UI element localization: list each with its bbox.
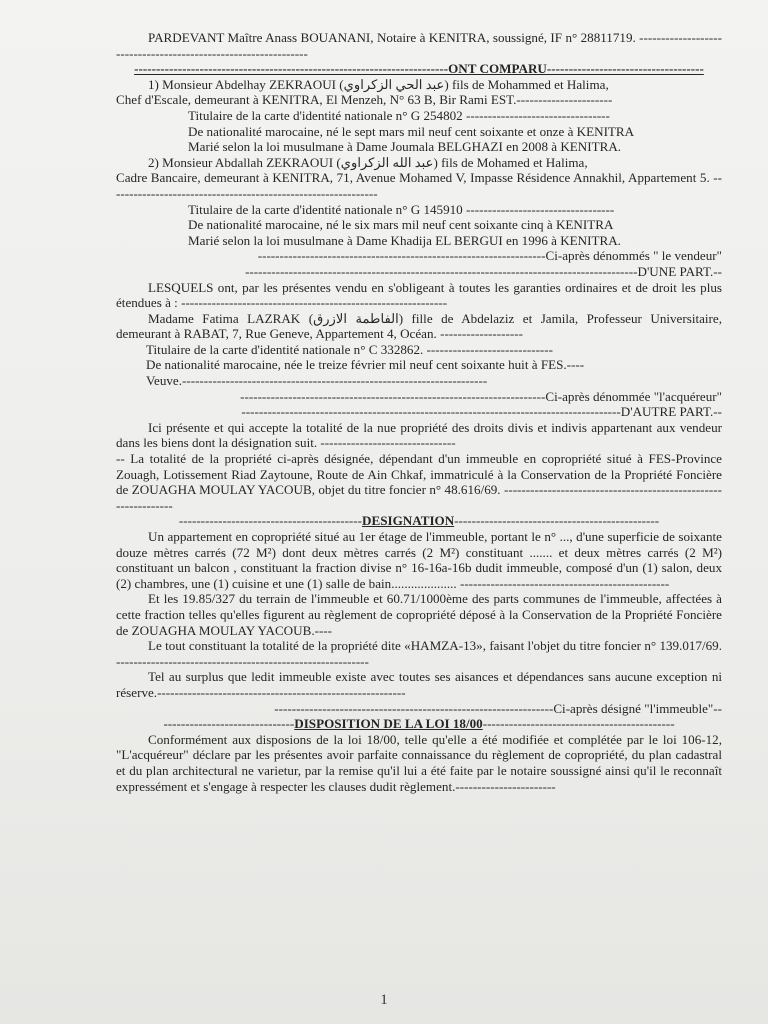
seller-2-marriage: Marié selon la loi musulmane à Dame Khadija EL BERGUI en 1996 à KENITRA. <box>188 232 621 248</box>
title-paragraph: Le tout constituant la totalité de la propriété dite «HAMZA-13», faisant l'objet du titre foncier n° 139.017/69. ---------------------------------------------------------- <box>116 638 722 669</box>
property-paragraph: -- La totalité de la propriété ci-après désignée, dépendant d'un immeuble en copropriété situé à FES-Province Zouagh, Lotissement Riad Zaytoune, Route de Ain Chkaf, immatriculé à la Conservation de la Propriété Foncière de ZOUAGHA MOULAY YACOUB, objet du titre foncier n° 48.616/69. --------------------------------------------------------------- <box>116 451 722 513</box>
lesquels-paragraph: LESQUELS ont, par les présentes vendu en s'obligeant à toutes les garanties ordinaires et de droit les plus étendues à : ------------------------------------------------------------- <box>116 279 722 311</box>
seller-2-address: Cadre Bancaire, demeurant à KENITRA, 71, Avenue Mohamed V, Impasse Résidence Annakhil, Appartement 5. -------------------------------------------------------------- <box>116 170 722 201</box>
immeuble-label: ----------------------------------------------------------------Ci-après désigné "l'immeuble"-- <box>274 700 722 716</box>
apartment-paragraph: Un appartement en copropriété situé au 1er étage de l'immeuble, portant le n° ..., d'une superficie de soixante douze mètres carrés (72 M²) dont deux mètres carrés (2 M²) constituant ....... et deux mètres carrés (2 M²) constituant un balcon , constituant la fraction divise n° 16-16a-16b dudit immeuble, composé d'un (1) salon, deux (2) chambres, une (1) cuisine et une (1) salle de bain.................... ------------------------------------------------ <box>116 529 722 591</box>
seller-1-address: Chef d'Escale, demeurant à KENITRA, El Menzeh, N° 63 B, Bir Rami EST.---------------------- <box>116 92 613 108</box>
seller-2-identity: 2) Monsieur Abdallah ZEKRAOUI (عبد الله الزكراوي) fils de Mohamed et Halima, <box>148 154 588 170</box>
disposition-heading-line: ------------------------------DISPOSITION DE LA LOI 18/00-------------------------------------------- <box>163 716 675 732</box>
deed-text <box>116 30 722 794</box>
vendeur-label: ------------------------------------------------------------------Ci-après dénommés " le vendeur" <box>257 248 722 264</box>
seller-1-id-card: Titulaire de la carte d'identité nationale n° G 254802 --------------------------------- <box>188 107 610 123</box>
autre-part-label: ---------------------------------------------------------------------------------------D'AUTRE PART.-- <box>241 404 722 420</box>
seller-2-birth: De nationalité marocaine, né le six mars mil neuf cent soixante cinq à KENITRA <box>188 217 614 233</box>
designation-heading: DESIGNATION <box>362 513 455 529</box>
shares-paragraph: Et les 19.85/327 du terrain de l'immeuble et 60.71/1000ème des parts communes de l'immeuble, affectées à cette fraction telles qu'elles figurent au règlement de copropriété déposé à la Conservation de la Propriété Foncière de ZOUAGHA MOULAY YACOUB.---- <box>116 591 722 638</box>
disposition-heading: DISPOSITION DE LA LOI 18/00 <box>294 716 483 732</box>
seller-1-marriage: Marié selon la loi musulmane à Dame Joumala BELGHAZI en 2008 à KENITRA. <box>188 139 622 155</box>
buyer-identity: Madame Fatima LAZRAK (الفاطمة الازرق) fille de Abdelaziz et Jamila, Professeur Universitaire, demeurant à RABAT, 7, Rue Geneve, Appartement 4, Océan. ------------------- <box>116 310 722 342</box>
buyer-status: Veuve.---------------------------------------------------------------------- <box>146 373 488 389</box>
une-part-label: ------------------------------------------------------------------------------------------D'UNE PART.-- <box>245 263 722 279</box>
designation-heading-line: ------------------------------------------DESIGNATION----------------------------------------------- <box>178 513 660 529</box>
seller-2-id-card: Titulaire de la carte d'identité nationale n° G 145910 ---------------------------------- <box>188 201 615 217</box>
ont-compare-heading: ------------------------------------------------------------------------ONT COMPARU------------------------------------ <box>134 61 704 77</box>
buyer-birth: De nationalité marocaine, née le treize février mil neuf cent soixante huit à FES.---- <box>146 357 585 373</box>
conformement-paragraph: Conformément aux disposions de la loi 18/00, telle qu'elle a été modifiée et complétée par le loi 106-12, "L'acquéreur" déclare par les présentes avoir parfaite connaissance du règlement de copropriété, du plan cadastral et du plan architectural ne varietur, par la remise qu'il lui a été faite par le notaire soussigné ainsi qu'il le reconnaît expressément et s'engage à respecter les clauses dudit règlement.----------------------- <box>116 731 722 794</box>
acquereur-label: ----------------------------------------------------------------------Ci-après dénommée "l'acquéreur" <box>240 388 722 404</box>
opening-paragraph: PARDEVANT Maître Anass BOUANANI, Notaire à KENITRA, soussigné, IF n° 28811719. --------------------------------------------------------------- <box>116 30 722 61</box>
surplus-paragraph: Tel au surplus que ledit immeuble existe avec toutes ses aisances et dépendances sans aucune exception ni réserve.--------------------------------------------------------- <box>116 669 722 700</box>
page-number: 1 <box>380 992 388 1008</box>
seller-1-birth: De nationalité marocaine, né le sept mars mil neuf cent soixante et onze à KENITRA <box>188 123 635 139</box>
seller-1-identity: 1) Monsieur Abdelhay ZEKRAOUI (عبد الحي الزكراوي) fils de Mohammed et Halima, <box>148 76 609 92</box>
acceptance-paragraph: Ici présente et qui accepte la totalité de la nue propriété des droits divis et indivis appartenant aux vendeur dans les biens dont la désignation suit. ------------------------------- <box>116 419 722 451</box>
buyer-id-card: Titulaire de la carte d'identité nationale n° C 332862. ----------------------------- <box>146 341 554 357</box>
